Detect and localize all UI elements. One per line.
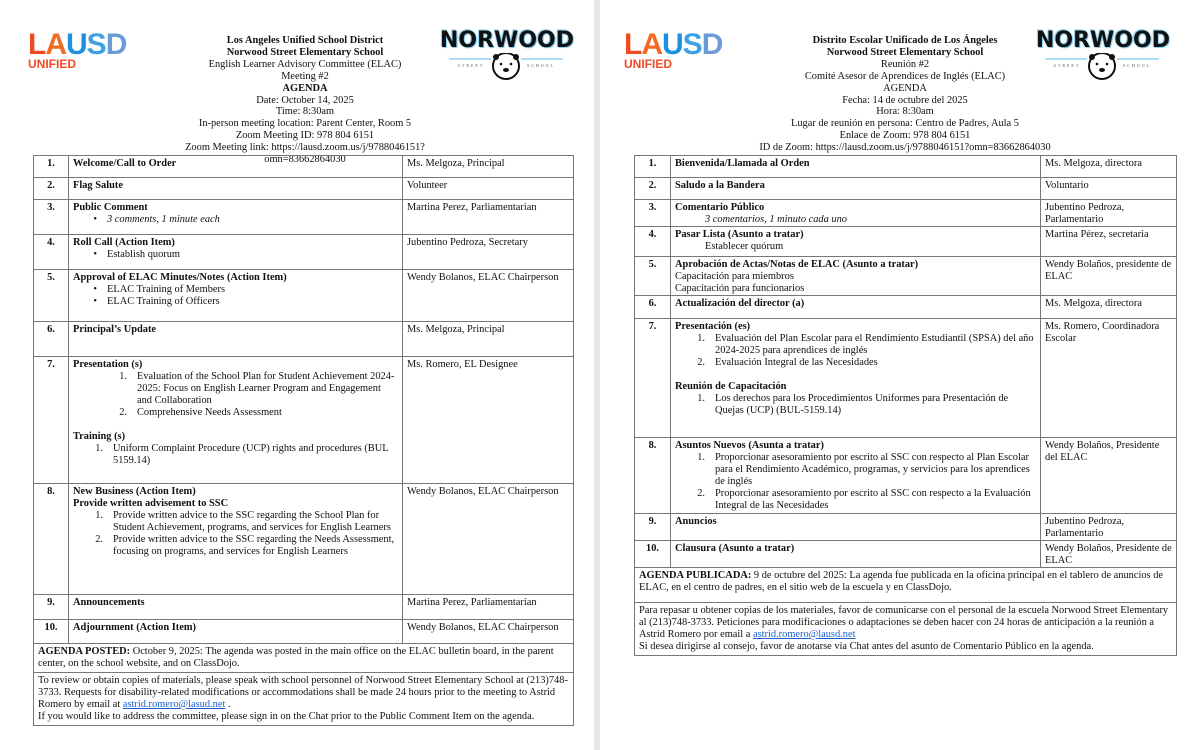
agenda-item-title: New Business (Action Item) xyxy=(73,486,196,497)
header-line: Norwood Street Elementary School xyxy=(226,46,384,58)
agenda-posted xyxy=(34,644,574,673)
agenda-row xyxy=(635,178,1177,200)
agenda-row xyxy=(34,200,574,235)
agenda-item-number: 7. xyxy=(635,319,671,438)
spacer xyxy=(675,369,1036,381)
agenda-item-presenter: Volunteer xyxy=(403,178,574,200)
contact-email-link[interactable]: astrid.romero@lasud.net xyxy=(122,699,226,710)
agenda-row xyxy=(635,438,1177,514)
lausd-logo-wordmark: LAUSD xyxy=(28,28,127,61)
agenda-page-english xyxy=(0,0,594,750)
subitem-text: ELAC Training of Members xyxy=(107,284,226,295)
list-number: 1. xyxy=(119,371,127,382)
lausd-logo xyxy=(28,30,126,70)
subitem-text: Proporcionar asesoramiento por escrito al SSC con respecto a la Evaluación Integral de las Necesidades xyxy=(715,488,1031,511)
agenda-item-presenter: Ms. Romero, EL Designee xyxy=(403,357,574,484)
agenda-subitem xyxy=(73,371,398,407)
agenda-item-number: 9. xyxy=(34,595,69,620)
agenda-item-content xyxy=(671,156,1041,178)
agenda-row xyxy=(34,595,574,620)
header-line: Comité Asesor de Aprendices de Inglés (ELAC) xyxy=(804,70,1006,82)
document-header xyxy=(150,35,460,166)
agenda-item-number: 1. xyxy=(635,156,671,178)
agenda-item-title: Approval of ELAC Minutes/Notes (Action Item) xyxy=(73,272,287,283)
agenda-item-number: 3. xyxy=(34,200,69,235)
public-comment-note: If you would like to address the committee, please sign in on the Chat prior to the Public Comment Item on the agenda. xyxy=(38,711,535,722)
bullet-icon: • xyxy=(93,249,97,260)
agenda-item-presenter: Wendy Bolanos, ELAC Chairperson xyxy=(403,620,574,644)
agenda-subitem xyxy=(73,407,398,419)
agenda-subitem xyxy=(675,271,1036,283)
agenda-table xyxy=(33,155,574,726)
agenda-item-title: Presentation (s) xyxy=(73,359,143,370)
agenda-item-number: 6. xyxy=(34,322,69,357)
agenda-item-content xyxy=(69,270,403,322)
list-number: 2. xyxy=(95,534,103,545)
agenda-item-number: 4. xyxy=(635,227,671,257)
agenda-row xyxy=(34,156,574,178)
agenda-item-number: 8. xyxy=(34,484,69,595)
subsection-title: Provide written advisement to SSC xyxy=(73,498,229,509)
header-line: In-person meeting location: Parent Center, Room 5 xyxy=(198,118,412,130)
agenda-item-number: 1. xyxy=(34,156,69,178)
agenda-item-content xyxy=(671,227,1041,257)
agenda-item-title: Presentación (es) xyxy=(675,321,751,332)
notes-text: To review or obtain copies of materials, please speak with school personnel of Norwood Street Elementary School at (213)748-3733. Requests for disability-related modifications or accommodations shall be made 24 hours prior to the meeting to Astrid Romero by email at xyxy=(38,675,568,710)
agenda-item-presenter: Ms. Melgoza, directora xyxy=(1041,156,1177,178)
agenda-item-number: 9. xyxy=(635,514,671,541)
list-number: 2. xyxy=(697,488,705,499)
svg-text:SCHOOL: SCHOOL xyxy=(526,63,556,68)
agenda-table xyxy=(634,155,1177,656)
agenda-item-title: Bienvenida/Llamada al Orden xyxy=(675,158,810,169)
agenda-row xyxy=(635,319,1177,438)
agenda-item-title: Comentario Público xyxy=(675,202,765,213)
svg-text:STREET: STREET xyxy=(457,63,485,68)
header-line: AGENDA xyxy=(883,82,927,94)
agenda-item-number: 2. xyxy=(635,178,671,200)
header-line: Zoom Meeting link: https://lausd.zoom.us/j/9788046151?omn=83662864030 xyxy=(185,142,425,166)
agenda-row xyxy=(635,514,1177,541)
agenda-item-title: Principal’s Update xyxy=(73,324,157,335)
contact-email-link[interactable]: astrid.romero@lausd.net xyxy=(752,629,856,640)
agenda-posted xyxy=(635,568,1177,603)
header-line: Norwood Street Elementary School xyxy=(826,46,984,58)
public-comment-note: Si desea dirigirse al consejo, favor de anotarse vía Chat antes del asunto de Comentario Público en la agenda. xyxy=(639,641,1094,652)
agenda-subitem xyxy=(675,488,1036,512)
agenda-item-presenter: Ms. Romero, Coordinadora Escolar xyxy=(1041,319,1177,438)
agenda-item-content xyxy=(69,156,403,178)
lausd-logo-subtitle: UNIFIED xyxy=(28,57,76,71)
agenda-item-number: 8. xyxy=(635,438,671,514)
agenda-row xyxy=(34,620,574,644)
header-line: Enlace de Zoom: 978 804 6151 xyxy=(839,130,971,142)
agenda-item-content xyxy=(69,620,403,644)
header-line: Fecha: 14 de octubre del 2025 xyxy=(842,94,968,106)
header-line: ID de Zoom: https://lausd.zoom.us/j/9788046151?omn=83662864030 xyxy=(759,142,1051,154)
agenda-item-title: Anuncios xyxy=(675,516,717,527)
agenda-subitem xyxy=(675,393,1036,417)
agenda-item-content xyxy=(671,257,1041,296)
subitem-text: Evaluation of the School Plan for Student Achievement 2024-2025: Focus on English Learner Program and Engagement and Collaboration xyxy=(137,371,395,406)
agenda-row xyxy=(635,296,1177,319)
header-line: Reunión #2 xyxy=(880,58,930,70)
agenda-subitem xyxy=(675,333,1036,357)
agenda-item-title: Flag Salute xyxy=(73,180,123,191)
agenda-item-content xyxy=(69,322,403,357)
agenda-row xyxy=(635,200,1177,227)
agenda-item-number: 7. xyxy=(34,357,69,484)
agenda-row xyxy=(635,541,1177,568)
agenda-item-title: Clausura (Asunto a tratar) xyxy=(675,543,795,554)
header-line: Time: 8:30am xyxy=(275,106,335,118)
agenda-subitem xyxy=(73,249,398,261)
agenda-item-number: 2. xyxy=(34,178,69,200)
accessibility-notes xyxy=(635,603,1177,656)
subsection-title: Training (s) xyxy=(73,431,126,442)
header-line: AGENDA xyxy=(282,82,328,94)
subitem-text: Uniform Complaint Procedure (UCP) rights and procedures (BUL 5159.14) xyxy=(113,443,389,466)
agenda-subitem xyxy=(73,214,398,226)
notes-row xyxy=(635,603,1177,656)
header-line: Date: October 14, 2025 xyxy=(256,94,354,106)
subitem-text: Comprehensive Needs Assessment xyxy=(137,407,282,418)
agenda-item-title: Adjournment (Action Item) xyxy=(73,622,196,633)
notes-text: Para repasar u obtener copias de los materiales, favor de comunicarse con el personal de la escuela Norwood Street Elementary al (213)748-3733. Peticiones para modificaciones o adaptaciones se deben hacer con 24 horas de anticipación a la reunión a Astrid Romero por email a xyxy=(639,605,1169,640)
agenda-item-presenter: Wendy Bolanos, ELAC Chairperson xyxy=(403,270,574,322)
agenda-subitem xyxy=(73,498,398,510)
subitem-text: Provide written advice to the SSC regarding the School Plan for Student Achievement, programs, and services for English Learners xyxy=(113,510,391,533)
bullet-icon: • xyxy=(93,296,97,307)
subitem-text: Evaluación Integral de las Necesidades xyxy=(715,357,878,368)
subitem-text: Capacitación para funcionarios xyxy=(675,283,805,294)
agenda-item-content xyxy=(69,235,403,270)
agenda-item-content xyxy=(69,357,403,484)
lausd-logo-subtitle: UNIFIED xyxy=(624,57,672,71)
agenda-subitem xyxy=(675,357,1036,369)
agenda-row xyxy=(34,484,574,595)
subitem-text: Establecer quórum xyxy=(705,241,784,252)
agenda-posted-row xyxy=(34,644,574,673)
agenda-item-title: Asuntos Nuevos (Asunta a tratar) xyxy=(675,440,824,451)
svg-text:SCHOOL: SCHOOL xyxy=(1122,63,1152,68)
agenda-item-number: 3. xyxy=(635,200,671,227)
agenda-item-content xyxy=(69,595,403,620)
polar-bear-icon xyxy=(441,53,571,81)
header-line: Lugar de reunión en persona: Centro de Padres, Aula 5 xyxy=(791,118,1019,130)
list-number: 1. xyxy=(95,443,103,454)
agenda-subitem xyxy=(675,381,1036,393)
agenda-item-presenter: Jubentino Pedroza, Parlamentario xyxy=(1041,514,1177,541)
spacer xyxy=(73,419,398,431)
agenda-item-presenter: Ms. Melgoza, Principal xyxy=(403,322,574,357)
agenda-item-number: 5. xyxy=(34,270,69,322)
agenda-posted-text: 9 de octubre del 2025: La agenda fue publicada en la oficina principal en el tablero de anuncios de ELAC, en el centro de padres, en el sitio web de la escuela y en ClassDojo. xyxy=(639,570,1164,593)
norwood-logo-wordmark: NORWOOD xyxy=(440,28,574,53)
subitem-text: Proporcionar asesoramiento por escrito al SSC con respecto al Plan Escolar para el Rendimiento Académico, programas, y servicios para los aprendices de inglés xyxy=(715,452,1030,487)
agenda-item-title: Roll Call (Action Item) xyxy=(73,237,175,248)
agenda-subitem xyxy=(73,510,398,534)
agenda-page-spanish xyxy=(600,0,1200,750)
agenda-item-title: Welcome/Call to Order xyxy=(73,158,177,169)
header-line: Meeting #2 xyxy=(281,70,329,82)
agenda-item-content xyxy=(671,438,1041,514)
agenda-subitem xyxy=(675,452,1036,488)
list-number: 2. xyxy=(119,407,127,418)
agenda-item-presenter: Wendy Bolanos, ELAC Chairperson xyxy=(403,484,574,595)
agenda-item-title: Announcements xyxy=(73,597,145,608)
agenda-item-content xyxy=(69,200,403,235)
bullet-icon: • xyxy=(93,284,97,295)
agenda-subitem xyxy=(73,443,398,467)
lausd-logo-wordmark: LAUSD xyxy=(624,28,723,61)
notes-row xyxy=(34,673,574,726)
header-line: Distrito Escolar Unificado de Los Ángeles xyxy=(812,35,998,46)
agenda-item-content xyxy=(671,200,1041,227)
agenda-subitem xyxy=(73,284,398,296)
list-number: 1. xyxy=(697,333,705,344)
agenda-row xyxy=(34,322,574,357)
header-line: Zoom Meeting ID: 978 804 6151 xyxy=(235,130,375,142)
accessibility-notes xyxy=(34,673,574,726)
list-number: 1. xyxy=(697,452,705,463)
subitem-text: Establish quorum xyxy=(107,249,181,260)
agenda-item-number: 6. xyxy=(635,296,671,319)
agenda-item-presenter: Voluntario xyxy=(1041,178,1177,200)
agenda-posted-label: AGENDA POSTED: xyxy=(38,646,131,657)
subitem-text: Provide written advice to the SSC regarding the Needs Assessment, focusing on programs, and services for English Learners xyxy=(113,534,395,557)
header-line: Los Angeles Unified School District xyxy=(226,35,384,46)
agenda-item-content xyxy=(69,484,403,595)
list-number: 1. xyxy=(95,510,103,521)
list-number: 1. xyxy=(697,393,705,404)
agenda-item-presenter: Martina Pérez, secretaria xyxy=(1041,227,1177,257)
agenda-subitem xyxy=(675,283,1036,295)
agenda-item-title: Public Comment xyxy=(73,202,148,213)
agenda-item-content xyxy=(671,541,1041,568)
subitem-text: Capacitación para miembros xyxy=(675,271,794,282)
agenda-row xyxy=(34,270,574,322)
agenda-item-title: Actualización del director (a) xyxy=(675,298,805,309)
document-header xyxy=(750,35,1060,154)
agenda-item-presenter: Martina Perez, Parliamentarian xyxy=(403,200,574,235)
agenda-item-number: 5. xyxy=(635,257,671,296)
agenda-subitem xyxy=(73,431,398,443)
agenda-item-number: 10. xyxy=(635,541,671,568)
agenda-item-presenter: Martina Perez, Parliamentarian xyxy=(403,595,574,620)
agenda-item-presenter: Ms. Melgoza, Principal xyxy=(403,156,574,178)
agenda-item-presenter: Jubentino Pedroza, Secretary xyxy=(403,235,574,270)
agenda-row xyxy=(34,357,574,484)
agenda-row xyxy=(635,156,1177,178)
agenda-item-presenter: Jubentino Pedroza, Parlamentario xyxy=(1041,200,1177,227)
agenda-subitem xyxy=(675,214,1036,226)
agenda-item-title: Aprobación de Actas/Notas de ELAC (Asunto a tratar) xyxy=(675,259,919,270)
agenda-item-number: 4. xyxy=(34,235,69,270)
agenda-item-number: 10. xyxy=(34,620,69,644)
agenda-item-content xyxy=(69,178,403,200)
agenda-row xyxy=(34,178,574,200)
agenda-subitem xyxy=(73,534,398,558)
bullet-icon: • xyxy=(93,214,97,225)
agenda-item-content xyxy=(671,319,1041,438)
agenda-item-presenter: Wendy Bolaños, Presidente del ELAC xyxy=(1041,438,1177,514)
agenda-item-title: Pasar Lista (Asunto a tratar) xyxy=(675,229,804,240)
svg-text:STREET: STREET xyxy=(1053,63,1081,68)
agenda-item-content xyxy=(671,514,1041,541)
agenda-item-content xyxy=(671,296,1041,319)
agenda-item-content xyxy=(671,178,1041,200)
agenda-posted-label: AGENDA PUBLICADA: xyxy=(639,570,752,581)
header-line: Hora: 8:30am xyxy=(876,106,934,118)
agenda-subitem xyxy=(73,296,398,308)
subsection-title: Reunión de Capacitación xyxy=(675,381,787,392)
subitem-text: 3 comments, 1 minute each xyxy=(107,214,220,225)
agenda-subitem xyxy=(675,241,1036,253)
lausd-logo xyxy=(624,30,722,70)
agenda-item-presenter: Wendy Bolaños, presidente de ELAC xyxy=(1041,257,1177,296)
notes-text: . xyxy=(225,699,231,710)
subitem-text: Los derechos para los Procedimientos Uniformes para Presentación de Quejas (UCP) (BUL-5159.14) xyxy=(715,393,1009,416)
agenda-item-title: Saludo a la Bandera xyxy=(675,180,765,191)
list-number: 2. xyxy=(697,357,705,368)
agenda-item-presenter: Wendy Bolaños, Presidente de ELAC xyxy=(1041,541,1177,568)
agenda-row xyxy=(635,227,1177,257)
agenda-row xyxy=(635,257,1177,296)
agenda-item-presenter: Ms. Melgoza, directora xyxy=(1041,296,1177,319)
agenda-posted-row xyxy=(635,568,1177,603)
subitem-text: Evaluación del Plan Escolar para el Rendimiento Estudiantil (SPSA) del año 2024-2025 para aprendices de inglés xyxy=(715,333,1034,356)
norwood-logo-wordmark: NORWOOD xyxy=(1036,28,1170,53)
agenda-row xyxy=(34,235,574,270)
agenda-posted-text: October 9, 2025: The agenda was posted in the main office on the ELAC bulletin board, in the parent center, on the school website, and on ClassDojo. xyxy=(38,646,554,669)
header-line: English Learner Advisory Committee (ELAC) xyxy=(208,58,402,70)
subitem-text: ELAC Training of Officers xyxy=(107,296,220,307)
subitem-text: 3 comentarios, 1 minuto cada uno xyxy=(705,214,847,225)
